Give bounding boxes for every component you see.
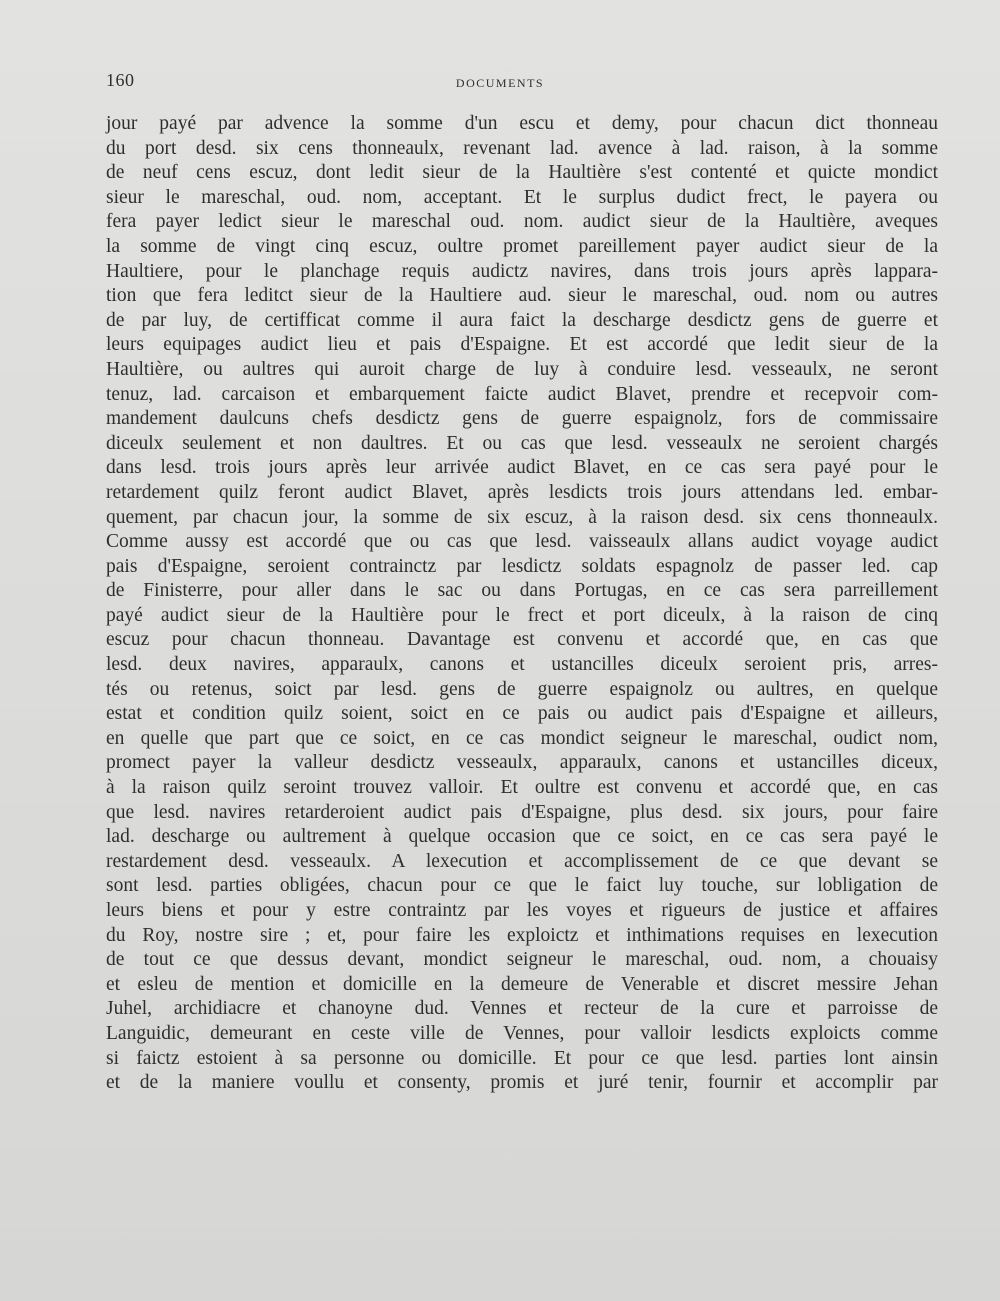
text-line: promect payer la valleur desdictz vesseaulx, apparaulx, canons et ustancilles diceux, — [106, 752, 938, 774]
text-line: tenuz, lad. carcaison et embarquement faicte audict Blavet, prendre et recepvoir com- — [106, 383, 938, 405]
text-line: que lesd. navires retarderoient audict pais d'Espaigne, plus desd. six jours, pour faire — [106, 801, 938, 823]
text-line: de par luy, de certifficat comme il aura faict la descharge desdictz gens de guerre et — [106, 309, 938, 331]
text-line: du Roy, nostre sire ; et, pour faire les exploictz et inthimations requises en lexecution — [106, 924, 938, 946]
text-line: Haultière, ou aultres qui auroit charge de luy à conduire lesd. vesseaulx, ne seront — [106, 358, 938, 380]
text-line: du port desd. six cens thonneaulx, revenant lad. avence à lad. raison, à la somme — [106, 137, 938, 159]
text-line: sont lesd. parties obligées, chacun pour ce que le faict luy touche, sur lobligation de — [106, 875, 938, 897]
page-number: 160 — [106, 70, 135, 90]
text-line: leurs biens et pour y estre contraintz par les voyes et rigueurs de justice et affaires — [106, 900, 938, 921]
running-head: DOCUMENTS — [455, 76, 545, 90]
text-line: si faictz estoient à sa personne ou domicille. Et pour ce que lesd. parties lont ainsin — [106, 1047, 938, 1069]
text-line: Comme aussy est accordé que ou cas que lesd. vaisseaulx allans audict voyage audict — [106, 531, 938, 553]
text-line: et de la maniere voullu et consenty, promis et juré tenir, fournir et accomplir par — [106, 1072, 938, 1094]
text-line: de neuf cens escuz, dont ledit sieur de la Haultière s'est contenté et quicte mondict — [106, 162, 938, 184]
text-line: de Finisterre, pour aller dans le sac ou dans Portugas, en ce cas sera parreillement — [106, 580, 938, 602]
body-text — [106, 112, 938, 1096]
text-line: payé audict sieur de la Haultière pour le frect et port diceulx, à la raison de cinq — [106, 604, 938, 626]
text-line: escuz pour chacun thonneau. Davantage est convenu et accordé que, en cas que — [106, 629, 938, 651]
text-line: en quelle que part que ce soict, en ce cas mondict seigneur le mareschal, oudict nom, — [106, 727, 938, 749]
text-line: sieur le mareschal, oud. nom, acceptant. Et le surplus dudict frect, le payera ou — [106, 186, 938, 208]
text-line: restardement desd. vesseaulx. A lexecution et accomplissement de ce que devant se — [106, 850, 938, 872]
text-line: mandement daulcuns chefs desdictz gens de guerre espaignolz, fors de commissaire — [106, 408, 938, 430]
text-line: lesd. deux navires, apparaulx, canons et ustancilles diceulx seroient pris, arres- — [106, 654, 938, 676]
text-line: Languidic, demeurant en ceste ville de Vennes, pour valloir lesdicts exploicts comme — [106, 1022, 938, 1044]
text-line: jour payé par advence la somme d'un escu et demy, pour chacun dict thonneau — [106, 113, 938, 134]
text-line: leurs equipages audict lieu et pais d'Espaigne. Et est accordé que ledit sieur de la — [106, 334, 938, 356]
text-line: fera payer ledict sieur le mareschal oud. nom. audict sieur de la Haultière, aveques — [106, 211, 938, 233]
text-line: de tout ce que dessus devant, mondict seigneur le mareschal, oud. nom, a chouaisy — [106, 949, 938, 971]
text-line: quement, par chacun jour, la somme de six escuz, à la raison desd. six cens thonneaulx. — [106, 506, 938, 528]
text-line: et esleu de mention et domicille en la demeure de Venerable et discret messire Jehan — [106, 973, 938, 995]
text-line: tés ou retenus, soict par lesd. gens de guerre espaignolz ou aultres, en quelque — [106, 678, 938, 700]
text-line: estat et condition quilz soient, soict en ce pais ou audict pais d'Espaigne et ailleurs, — [106, 703, 938, 725]
text-line: diceulx seulement et non daultres. Et ou cas que lesd. vesseaulx ne seroient chargés — [106, 432, 938, 454]
text-line: retardement quilz feront audict Blavet, après lesdicts trois jours attendans led. embar- — [106, 481, 938, 503]
text-line: pais d'Espaigne, seroient contrainctz par lesdictz soldats espagnolz de passer led. cap — [106, 555, 938, 577]
text-line: dans lesd. trois jours après leur arrivée audict Blavet, en ce cas sera payé pour le — [106, 457, 938, 479]
text-line: tion que fera leditct sieur de la Haultiere aud. sieur le mareschal, oud. nom ou autres — [106, 285, 938, 307]
text-line: lad. descharge ou aultrement à quelque occasion que ce soict, en ce cas sera payé le — [106, 826, 938, 848]
text-line: Haultiere, pour le planchage requis audictz navires, dans trois jours après lappara- — [106, 260, 938, 282]
text-line: la somme de vingt cinq escuz, oultre promet pareillement payer audict sieur de la — [106, 235, 938, 257]
text-line: à la raison quilz seroint trouvez valloir. Et oultre est convenu et accordé que, en cas — [106, 777, 938, 799]
text-line: Juhel, archidiacre et chanoyne dud. Vennes et recteur de la cure et parroisse de — [106, 998, 938, 1020]
